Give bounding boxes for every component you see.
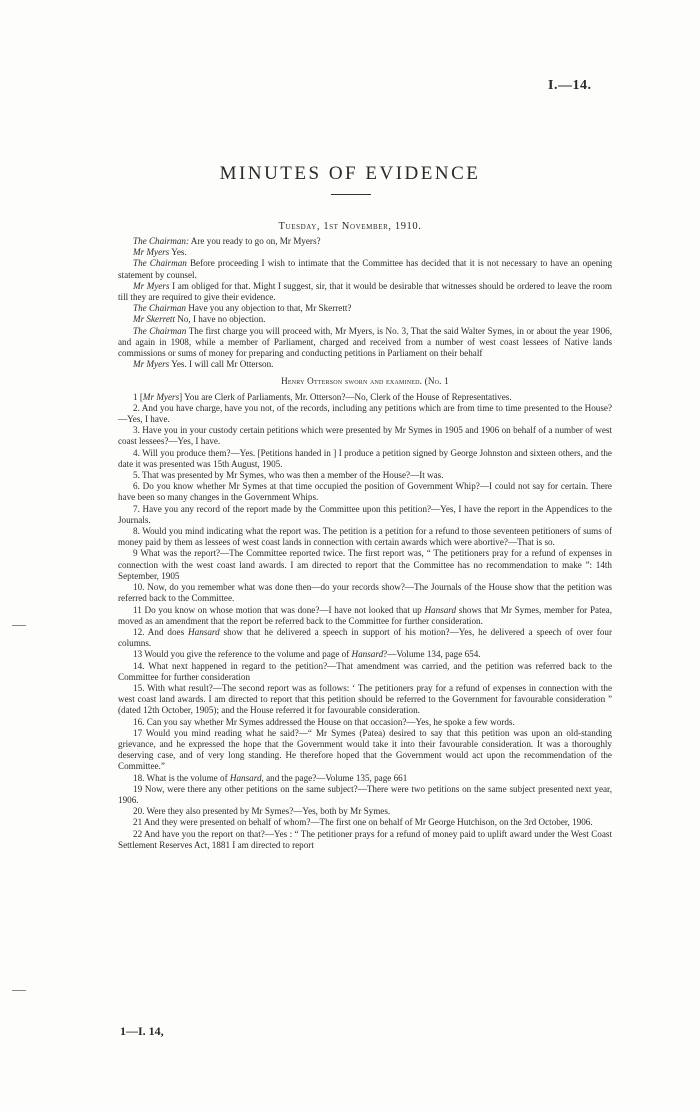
question-15: 15. With what result?—The second report was as follows: ‘ The petitioners pray for a refund of expenses in connection with the west coast land awards. I am directed to report that this petition should be referred to the Government for favourable consideration ” (dated 12th October, 1905); and the House referred it for favourable consideration. [118,682,612,716]
question-14: 14. What next happened in regard to the petition?—That amendment was carried, and the petition was referred back to the Committee for further consideration [118,660,612,682]
question-21: 21 And they were presented on behalf of whom?—The first one on behalf of Mr George Hutchison, on the 3rd October, 1906. [133,817,593,828]
question-11: 11 Do you know on whose motion that was done?—I have not looked that up Hansard shows that Mr Symes, member for Patea, moved as an amendment that the report be referred back to the Committee for further consideration. [118,604,612,626]
question-list [118,403,612,851]
margin-mark [12,625,26,626]
question-16: 16. Can you say whether Mr Symes addressed the House on that occasion?—Yes, he spoke a few words. [133,716,515,727]
title-rule [331,194,371,195]
speech-text: Yes. I will call Mr Otterson. [169,359,274,370]
speaker-name: Mr Myers [133,280,170,291]
speaker-name: The Chairman: [133,236,190,246]
question-3: 3. Have you in your custody certain petitions which were presented by Mr Symes in 1905 and 1906 on behalf of a number of west coast lessees?—Yes, I have. [118,425,612,447]
page-reference: I.—14. [548,78,592,93]
question-10: 10. Now, do you remember what was done then—do your records show?—The Journals of the House show that the petition was referred back to the Committee. [118,582,612,604]
dialogue-paragraph [118,281,612,303]
dialogue-paragraph [118,314,612,325]
speech-text: Are you ready to go on, Mr Myers? [189,236,321,246]
speech-text: The first charge you will proceed with, Mr Myers, is No. 3, That the said Walter Symes, in or about the year 1906, and again in 1908, while a member of Parliament, charged and received from a number of west coast lessees of Native lands commissions or sums of money for preparing and conducting petitions in Parliament on their behalf [118,325,613,359]
question-8: 8. Would you mind indicating what the report was. The petition is a petition for a refund to those seventeen petitioners of sums of money paid by them as lessees of west coast lands in connection with certain awards which were abortive?—That is so. [118,526,612,548]
opening-dialogue [118,236,612,370]
signature-mark: 1—I. 14, [120,1024,164,1038]
question-20: 20. Were they also presented by Mr Symes?—Yes, both by Mr Symes. [133,806,391,817]
speaker-name: Mr Myers [133,359,170,370]
dialogue-paragraph [118,326,612,360]
question-22: 22 And have you the report on that?—Yes : “ The petitioner prays for a refund of money paid to uplift award under the West Coast Settlement Reserves Act, 1881 I am directed to report [118,828,612,850]
speech-text: Have you any objection to that, Mr Skerrett? [185,303,352,314]
question-17: 17 Would you mind reading what he said?—“ Mr Symes (Patea) desired to say that this petition was upon an old-standing grievance, and he expressed the hope that the Government would take it into their favourable consideration. It was a thoroughly deserving case, and of very long standing. He therefore hoped that the Government would act upon the recommendation of the Committee.” [118,727,612,772]
speech-text: Yes. [169,247,187,258]
question-9: 9 What was the report?—The Committee reported twice. The first report was, “ The petitioners pray for a refund of expenses in connection with the west coast land awards. I am directed to report that the Committee has no recommendation to make ”: 14th September, 1905 [118,548,612,581]
speaker-name: Mr Skerrett [133,314,175,325]
question-5: 5. That was presented by Mr Symes, who was then a member of the House?—It was. [133,470,444,481]
question-6: 6. Do you know whether Mr Symes at that time occupied the position of Government Whip?—I could not say for certain. There have been so many changes in the Government Whips. [118,481,612,503]
question-7: 7. Have you any record of the report made by the Committee upon this petition?—Yes, I have the report in the Appendices to the Journals. [118,503,612,525]
dialogue-paragraph [118,359,612,370]
dateline: Tuesday, 1st November, 1910. [278,221,422,232]
witness-heading: Henry Otterson sworn and examined. (No. 1 [281,376,449,387]
question-19: 19 Now, were there any other petitions on the same subject?—There were two petitions on the same subject presented next year, 1906. [118,783,612,805]
speaker-name: Mr Myers [133,247,170,258]
speaker-name: The Chairman [133,258,187,269]
question-4: 4. Will you produce them?—Yes. [Petitions handed in ] I produce a petition signed by George Johnston and sixteen others, and the date it was presented was 15th August, 1905. [118,447,612,469]
margin-mark [12,990,26,991]
dialogue-paragraph [118,258,612,280]
speaker-name: The Chairman [133,303,186,314]
dialogue-paragraph [118,303,612,314]
dialogue-paragraph [118,236,612,247]
question-12: 12. And does Hansard show that he delivered a speech in support of his motion?—Yes, he delivered a speech of over four columns. [118,626,612,649]
speech-text: I am obliged for that. Might I suggest, sir, that it would be desirable that witnesses should be ordered to leave the room till they are required to give their evidence. [118,280,612,303]
question-2: 2. And you have charge, have you not, of the records, including any petitions which are from time to time presented to the House?—Yes, I have. [118,402,612,425]
question-1: 1 [Mr Myers] You are Clerk of Parliaments, Mr. Otterson?—No, Clerk of the House of Representatives. [133,391,512,402]
minutes-body [118,236,612,851]
question-18: 18. What is the volume of Hansard, and the page?—Volume 135, page 661 [133,772,408,783]
speech-text: Before proceeding I wish to intimate that the Committee has decided that it is not necessary to have an opening statement by counsel. [118,258,613,280]
speaker-name: The Chairman [133,325,187,336]
page-title: MINUTES OF EVIDENCE [219,163,481,184]
dialogue-paragraph [118,247,612,258]
speech-text: No, I have no objection. [174,314,266,325]
question-13: 13 Would you give the reference to the volume and page of Hansard?—Volume 134, page 654. [133,649,481,660]
